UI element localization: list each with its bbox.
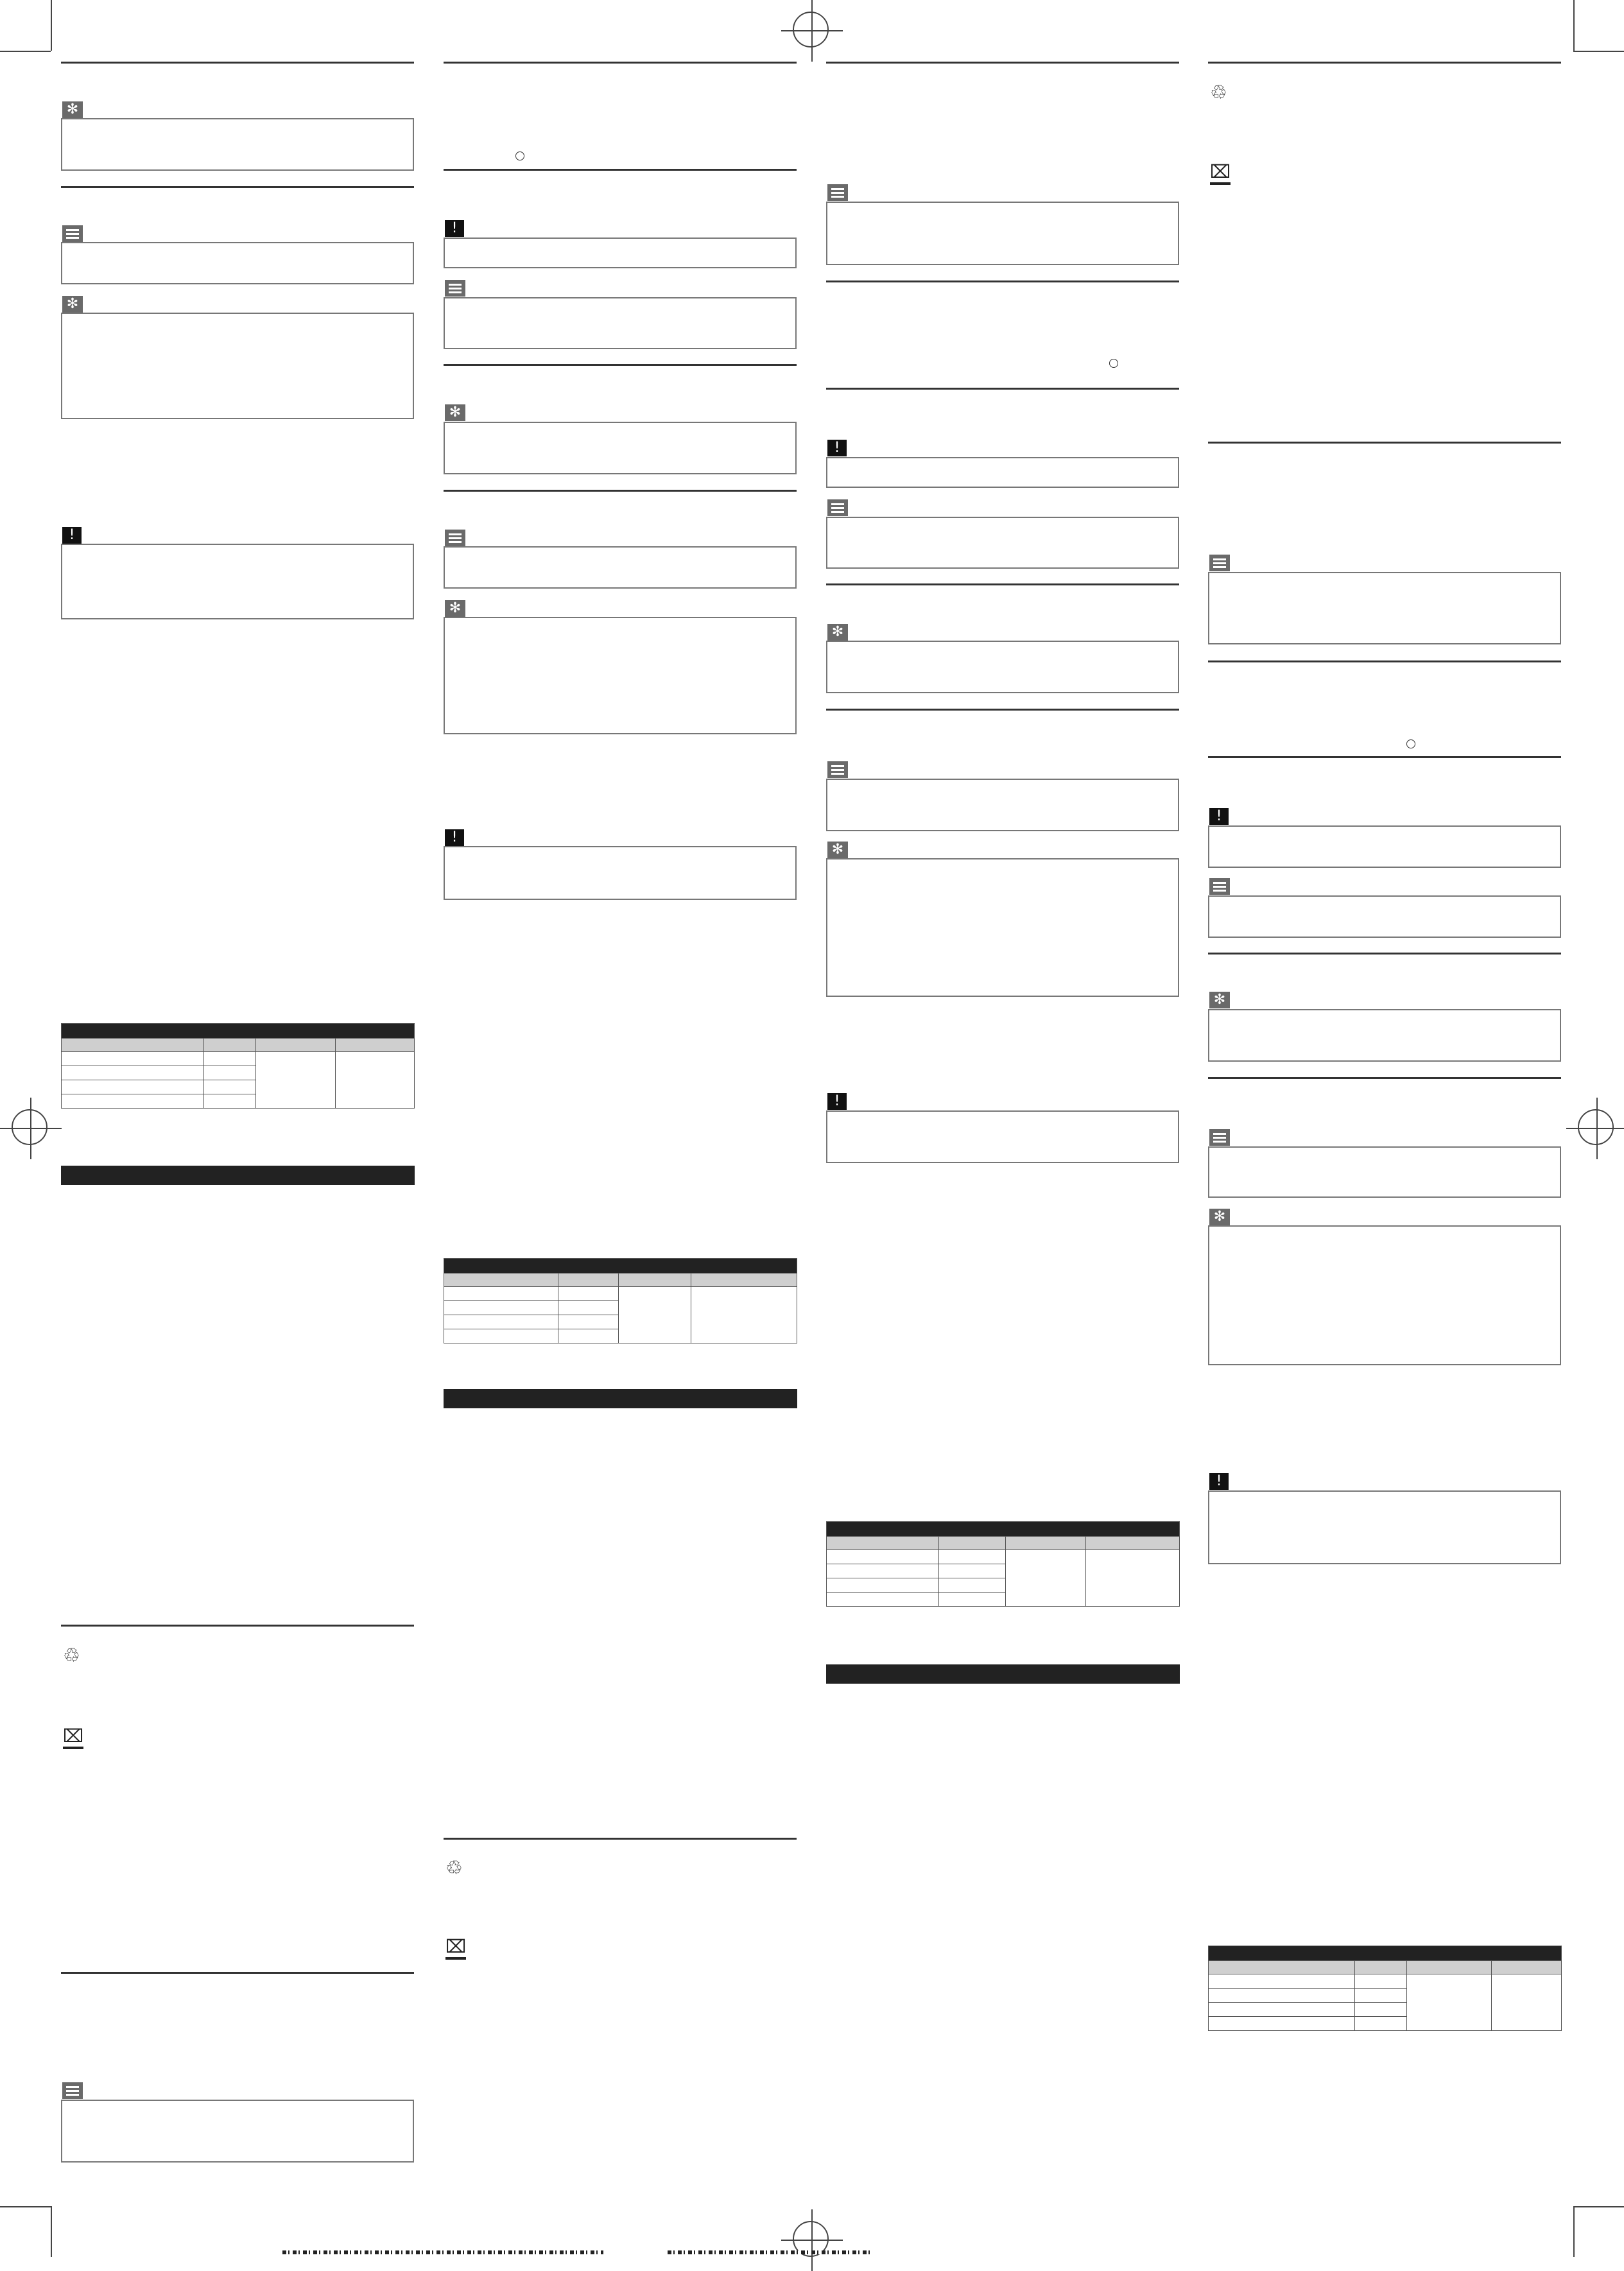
table-header (1209, 1946, 1562, 1961)
tip-asterisk-icon: ✻ (1209, 1209, 1230, 1225)
table-cell (618, 1287, 691, 1343)
crossed-bin-icon: ⌧ (445, 1936, 466, 1960)
note-box (826, 202, 1179, 265)
print-strip (282, 2250, 603, 2254)
table-cell (444, 1329, 558, 1343)
important-box (444, 846, 797, 900)
table-cell (203, 1052, 256, 1066)
section-banner (444, 1389, 797, 1408)
table-cell (691, 1287, 797, 1343)
table-cell (336, 1052, 415, 1109)
table-cell (62, 1094, 204, 1109)
power-icon (1406, 739, 1415, 748)
print-strip (668, 2250, 873, 2254)
section-rule (444, 364, 797, 366)
table-column-header (558, 1274, 618, 1287)
table-column-header (203, 1039, 256, 1052)
section-rule (1208, 661, 1561, 662)
crop-mark (0, 2206, 51, 2207)
tip-asterisk-icon: ✻ (62, 296, 83, 313)
note-lines-icon (445, 530, 465, 546)
note-box (826, 517, 1179, 569)
tip-box (1208, 1009, 1561, 1062)
tip-box (444, 422, 797, 474)
table-cell (1354, 1989, 1407, 2003)
table-cell (444, 1287, 558, 1301)
table-header (62, 1024, 415, 1039)
table-cell (1354, 2003, 1407, 2017)
note-box (1208, 1146, 1561, 1198)
important-box (61, 544, 414, 619)
section-rule (826, 388, 1179, 390)
important-box (1208, 1490, 1561, 1564)
recycle-icon: ♲ (63, 1645, 80, 1667)
section-rule (61, 1625, 414, 1627)
table-column-header (444, 1274, 558, 1287)
table-column-header (1492, 1961, 1562, 1974)
section-banner (61, 1166, 415, 1185)
spec-table (444, 1258, 797, 1343)
note-lines-icon (1209, 555, 1230, 571)
section-rule (444, 169, 797, 171)
table-column-header (62, 1039, 204, 1052)
important-exclamation-icon: ! (62, 527, 82, 544)
spec-table (61, 1023, 415, 1109)
tip-asterisk-icon: ✻ (827, 842, 848, 858)
crop-mark (1573, 2206, 1575, 2257)
important-box (1208, 825, 1561, 868)
table-column-header (256, 1039, 336, 1052)
note-lines-icon (827, 499, 848, 516)
tip-box (826, 858, 1179, 997)
table-header (444, 1259, 797, 1274)
table-column-header (1407, 1961, 1492, 1974)
table-column-header (1086, 1537, 1180, 1550)
section-rule (1208, 756, 1561, 758)
note-lines-icon (1209, 1129, 1230, 1146)
tip-box (444, 617, 797, 734)
table-cell (444, 1315, 558, 1329)
table-column-header (1209, 1961, 1355, 1974)
table-cell (203, 1080, 256, 1094)
note-box (444, 546, 797, 589)
table-cell (1209, 1974, 1355, 1989)
spec-table (1208, 1946, 1562, 2031)
important-box (444, 237, 797, 268)
table-cell (558, 1315, 618, 1329)
table-cell (62, 1052, 204, 1066)
crossed-bin-icon: ⌧ (63, 1725, 83, 1749)
table-column-header (1006, 1537, 1086, 1550)
table-column-header (336, 1039, 415, 1052)
registration-mark (781, 2209, 843, 2271)
tip-asterisk-icon: ✻ (445, 600, 465, 617)
section-rule (61, 186, 414, 188)
note-lines-icon (1209, 878, 1230, 895)
registration-mark (781, 0, 843, 62)
table-cell (558, 1287, 618, 1301)
section-rule (61, 62, 414, 64)
note-box (1208, 895, 1561, 938)
table-cell (827, 1578, 939, 1593)
note-lines-icon (827, 761, 848, 778)
table-cell (444, 1301, 558, 1315)
crop-mark (51, 2206, 52, 2257)
table-cell (1354, 1974, 1407, 1989)
table-cell (827, 1564, 939, 1578)
crop-mark (1573, 0, 1575, 51)
table-column-header (691, 1274, 797, 1287)
section-rule (444, 1838, 797, 1840)
note-box (444, 297, 797, 349)
tip-box (1208, 1225, 1561, 1365)
table-cell (1492, 1974, 1562, 2031)
crop-mark (1573, 51, 1624, 52)
table-header (827, 1522, 1180, 1537)
table-cell (558, 1301, 618, 1315)
power-icon (515, 151, 524, 160)
crop-mark (0, 51, 51, 52)
table-column-header (1354, 1961, 1407, 1974)
section-rule (826, 709, 1179, 711)
section-banner (826, 1664, 1180, 1684)
table-cell (1354, 2017, 1407, 2031)
table-cell (938, 1593, 1006, 1607)
section-rule (1208, 1077, 1561, 1079)
important-exclamation-icon: ! (1209, 808, 1229, 825)
note-lines-icon (62, 2082, 83, 2099)
table-cell (1209, 2017, 1355, 2031)
tip-asterisk-icon: ✻ (827, 624, 848, 641)
table-cell (256, 1052, 336, 1109)
section-rule (444, 490, 797, 492)
table-cell (1086, 1550, 1180, 1607)
section-rule (444, 62, 797, 64)
note-lines-icon (827, 184, 848, 201)
note-box (1208, 572, 1561, 644)
power-icon (1109, 359, 1118, 368)
table-cell (203, 1094, 256, 1109)
table-cell (938, 1550, 1006, 1564)
important-exclamation-icon: ! (1209, 1473, 1229, 1490)
section-rule (826, 62, 1179, 64)
table-cell (203, 1066, 256, 1080)
tip-asterisk-icon: ✻ (1209, 992, 1230, 1008)
table-cell (62, 1066, 204, 1080)
crossed-bin-icon: ⌧ (1210, 161, 1231, 185)
important-exclamation-icon: ! (445, 829, 464, 846)
tip-asterisk-icon: ✻ (62, 101, 83, 118)
section-rule (61, 1972, 414, 1974)
note-lines-icon (62, 225, 83, 242)
tip-box (61, 118, 414, 171)
important-box (826, 1110, 1179, 1163)
table-column-header (938, 1537, 1006, 1550)
table-cell (1006, 1550, 1086, 1607)
section-rule (1208, 442, 1561, 444)
recycle-icon: ♲ (1210, 82, 1227, 104)
table-cell (62, 1080, 204, 1094)
important-exclamation-icon: ! (827, 1093, 847, 1110)
section-rule (1208, 953, 1561, 954)
note-box (826, 779, 1179, 831)
section-rule (826, 281, 1179, 282)
crop-mark (1573, 2206, 1624, 2207)
section-rule (1208, 62, 1561, 64)
table-cell (1407, 1974, 1492, 2031)
table-cell (938, 1564, 1006, 1578)
note-lines-icon (445, 280, 465, 297)
tip-asterisk-icon: ✻ (445, 404, 465, 421)
table-cell (938, 1578, 1006, 1593)
table-cell (558, 1329, 618, 1343)
table-cell (1209, 1989, 1355, 2003)
table-cell (1209, 2003, 1355, 2017)
note-box (61, 2100, 414, 2163)
spec-table (826, 1521, 1180, 1607)
table-cell (827, 1550, 939, 1564)
table-cell (827, 1593, 939, 1607)
crop-mark (51, 0, 52, 51)
tip-box (61, 313, 414, 419)
important-exclamation-icon: ! (827, 440, 847, 456)
important-box (826, 457, 1179, 488)
table-column-header (827, 1537, 939, 1550)
important-exclamation-icon: ! (445, 220, 464, 237)
note-box (61, 242, 414, 284)
section-rule (826, 583, 1179, 585)
registration-mark (1566, 1098, 1624, 1159)
recycle-icon: ♲ (445, 1857, 463, 1879)
registration-mark (0, 1098, 62, 1159)
table-column-header (618, 1274, 691, 1287)
tip-box (826, 641, 1179, 693)
